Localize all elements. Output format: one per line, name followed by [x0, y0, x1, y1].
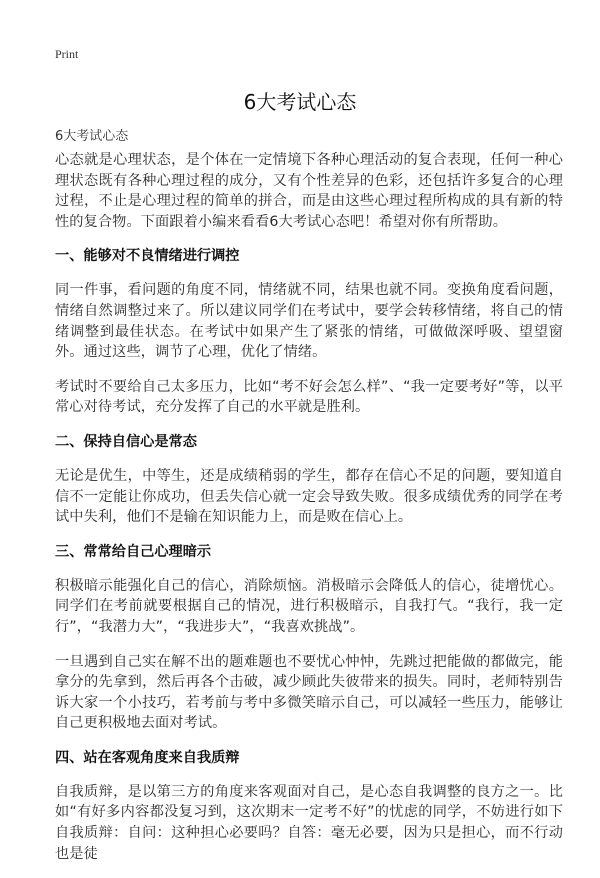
section-2-paragraph-1: 无论是优生，中等生，还是成绩稍弱的学生，都存在信心不足的问题，要知道自信不一定能让你成功，但丢失信心就一定会导致失败。很多成绩优秀的同学在考试中失利，他们不是输在知识能力上，而是败在信心上。: [55, 467, 563, 526]
section-3-paragraph-2: 一旦遇到自己实在解不出的题难题也不要忧心忡忡，先跳过把能做的都做完，能拿分的先拿到，然后再各个击破，减少顾此失彼带来的损失。同时，老师特别告诉大家一个小技巧，若考前与考中多微笑暗示自己，可以减轻一些压力，能够让自己更积极地去面对考试。: [55, 653, 563, 732]
section-1-paragraph-2: 考试时不要给自己太多压力，比如“考不好会怎么样”、“我一定要考好”等，以平常心对待考试，充分发挥了自己的水平就是胜利。: [55, 378, 563, 416]
section-4-paragraph-1: 自我质辩，是以第三方的角度来客观面对自己，是心态自我调整的良方之一。比如“有好多内容都没复习到，这次期末一定考不好”的忧虑的同学，不妨进行如下自我质辩：自问：这种担心必要吗？自答：毫无必要，因为只是担心，而不行动也是徒: [55, 783, 563, 862]
section-heading-3: 三、常常给自己心理暗示: [55, 543, 212, 560]
section-heading-1: 一、能够对不良情绪进行调控: [55, 248, 240, 265]
intro-paragraph: 心态就是心理状态，是个体在一定情境下各种心理活动的复合表现，任何一种心理状态既有各种心理过程的成分，又有个性差异的色彩，还包括许多复合的心理过程，不止是心理过程的简单的拼合，而是由这些心理过程所构成的具有新的特性的复合物。下面跟着小编来看看6大考试心态吧！希望对你有所帮助。: [55, 152, 563, 230]
section-heading-2: 二、保持自信心是常态: [55, 433, 197, 450]
article-body: [55, 150, 563, 878]
print-link[interactable]: Print: [55, 47, 79, 61]
page-subtitle: 6大考试心态: [55, 129, 129, 144]
section-3-paragraph-1: 积极暗示能强化自己的信心，消除烦恼。消极暗示会降低人的信心，徒增忧心。同学们在考前就要根据自己的情况，进行积极暗示，自我打气。“我行，我一定行”，“我潜力大”，“我进步大”，“我喜欢挑战”。: [55, 577, 563, 635]
section-1-paragraph-1: 同一件事，看问题的角度不同，情绪就不同，结果也就不同。变换角度看问题，情绪自然调整过来了。所以建议同学们在考试中，要学会转移情绪，将自己的情绪调整到最佳状态。在考试中如果产生了紧张的情绪，可做做深呼吸、望望窗外。通过这些，调节了心理，优化了情绪。: [55, 282, 563, 361]
page-title: 6大考试心态: [243, 90, 357, 114]
section-heading-4: 四、站在客观角度来自我质辩: [55, 749, 240, 766]
